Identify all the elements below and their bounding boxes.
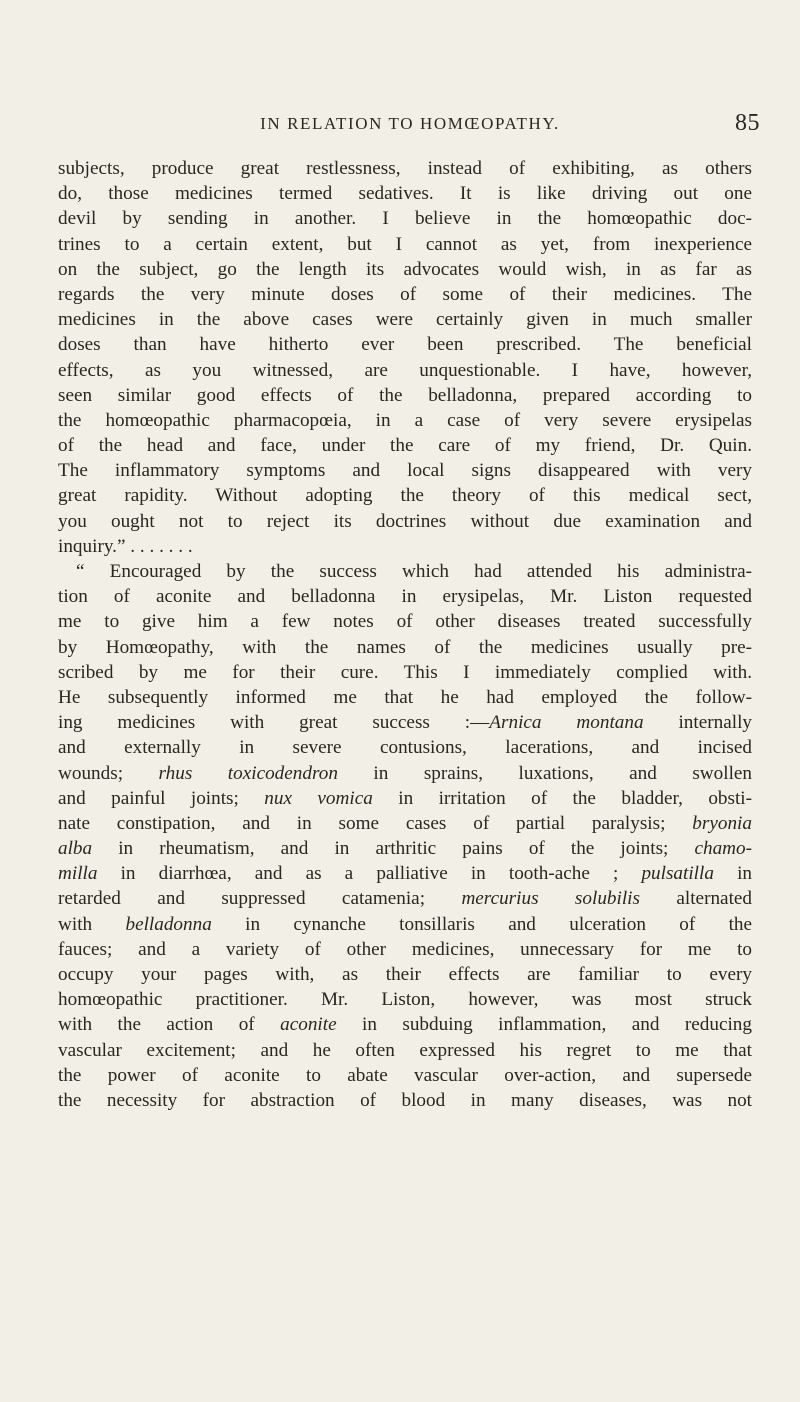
text-segment: and painful joints;	[58, 787, 239, 809]
text-segment: in cynanche tonsillaris and ulceration of the	[245, 913, 753, 935]
text-segment: alternated	[676, 888, 753, 910]
text-line: inquiry.” . . . . . . .	[58, 535, 193, 557]
text-line: devil by sending in another. I believe in the homœopathic doc-	[58, 208, 752, 230]
body-text	[58, 156, 752, 1113]
text-line: occupy your pages with, as their effects are familiar to every	[58, 964, 752, 985]
text-segment: internally	[678, 712, 752, 734]
text-segment: wounds;	[58, 762, 124, 784]
text-line: by Homœopathy, with the names of the medicines usually pre-	[58, 636, 752, 658]
text-line: on the subject, go the length its advocates would wish, in as far as	[58, 258, 752, 280]
remedy-name: mercurius solubilis	[461, 888, 640, 910]
text-line: the homœopathic pharmacopœia, in a case of very severe erysipelas	[58, 409, 752, 431]
text-line: you ought not to reject its doctrines without due examination and	[58, 510, 752, 532]
remedy-name: nux vomica	[264, 787, 373, 809]
text-segment: nate constipation, and in some cases of partial paralysis;	[58, 812, 666, 834]
text-line: great rapidity. Without adopting the theory of this medical sect,	[58, 485, 752, 507]
text-line	[58, 811, 752, 836]
text-line: “ Encouraged by the success which had attended his administra-	[76, 561, 752, 582]
text-line	[58, 761, 752, 786]
text-line: doses than have hitherto ever been prescribed. The beneficial	[58, 334, 752, 356]
text-segment: in subduing inflammation, and reducing	[362, 1014, 752, 1036]
text-line: effects, as you witnessed, are unquestionable. I have, however,	[58, 359, 752, 381]
text-line	[58, 861, 752, 886]
text-line: the power of aconite to abate vascular over-action, and supersede	[58, 1064, 752, 1086]
text-line: me to give him a few notes of other diseases treated successfully	[58, 611, 752, 633]
text-line: and externally in severe contusions, lacerations, and incised	[58, 737, 752, 759]
text-segment: in	[737, 863, 752, 885]
text-line: He subsequently informed me that he had employed the follow-	[58, 686, 752, 708]
text-segment: in sprains, luxations, and swollen	[373, 762, 753, 784]
remedy-name: milla	[58, 863, 98, 885]
text-segment: in irritation of the bladder, obsti-	[398, 787, 753, 809]
text-line: regards the very minute doses of some of their medicines. The	[58, 283, 752, 305]
remedy-name: pulsatilla	[641, 863, 714, 885]
running-head	[60, 110, 760, 140]
text-segment: retarded and suppressed catamenia;	[58, 888, 426, 910]
remedy-name: chamo-	[694, 838, 752, 860]
text-line: homœopathic practitioner. Mr. Liston, however, was most struck	[58, 989, 752, 1011]
text-line	[58, 710, 752, 735]
text-line: medicines in the above cases were certainly given in much smaller	[58, 309, 752, 331]
text-segment: with the action of	[58, 1014, 255, 1036]
text-line: The inflammatory symptoms and local signs disappeared with very	[58, 460, 752, 482]
text-line: do, those medicines termed sedatives. It is like driving out one	[58, 183, 752, 205]
text-line: trines to a certain extent, but I cannot as yet, from inexperience	[58, 233, 752, 255]
text-line: scribed by me for their cure. This I immediately complied with.	[58, 661, 752, 683]
remedy-name: alba	[58, 838, 93, 860]
text-line: subjects, produce great restlessness, instead of exhibiting, as others	[58, 158, 752, 179]
remedy-name: rhus toxicodendron	[158, 762, 338, 784]
running-title: IN RELATION TO HOMŒOPATHY.	[260, 114, 560, 133]
text-line	[58, 1012, 752, 1037]
text-segment: with	[58, 913, 93, 935]
text-segment: ing medicines with great success :—	[58, 712, 490, 734]
text-line	[58, 836, 752, 861]
text-line: tion of aconite and belladonna in erysipelas, Mr. Liston requested	[58, 586, 752, 608]
remedy-name: bryonia	[692, 812, 752, 834]
text-segment: in diarrhœa, and as a palliative in tooth-ache ;	[120, 863, 619, 885]
text-line: seen similar good effects of the belladonna, prepared according to	[58, 384, 752, 406]
text-line	[58, 912, 752, 937]
remedy-name: Arnica montana	[489, 712, 644, 734]
text-segment: in rheumatism, and in arthritic pains of the joints;	[118, 838, 669, 860]
text-line: fauces; and a variety of other medicines, unnecessary for me to	[58, 938, 752, 960]
text-line: of the head and face, under the care of my friend, Dr. Quin.	[58, 435, 752, 457]
page-number: 85	[735, 110, 760, 136]
text-line	[58, 786, 752, 811]
text-line: the necessity for abstraction of blood in many diseases, was not	[58, 1089, 752, 1111]
text-line: vascular excitement; and he often expressed his regret to me that	[58, 1039, 752, 1061]
remedy-name: belladonna	[125, 913, 212, 935]
remedy-name: aconite	[280, 1014, 337, 1036]
text-line	[58, 886, 752, 911]
